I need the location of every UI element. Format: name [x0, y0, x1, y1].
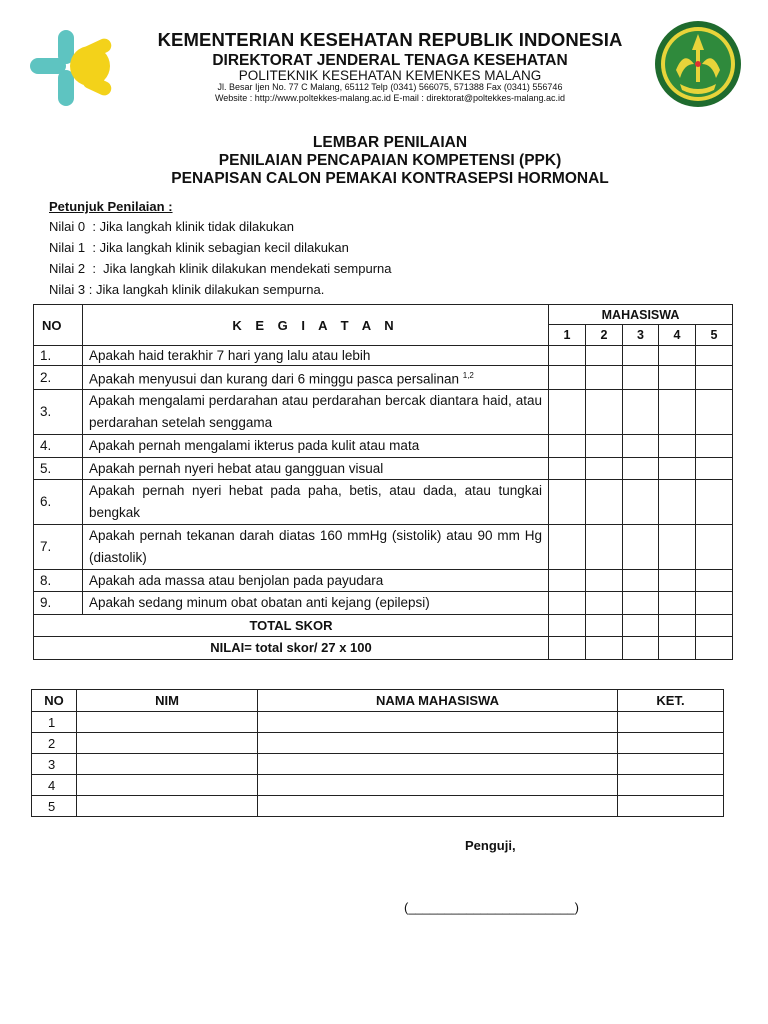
nama-cell[interactable]	[258, 775, 618, 796]
score-cell[interactable]	[659, 457, 696, 479]
total-cell[interactable]	[586, 614, 623, 636]
score-cell[interactable]	[659, 569, 696, 591]
student-number-header: 1	[549, 325, 586, 346]
row-number: 8.	[34, 569, 83, 591]
assessment-table	[33, 304, 733, 660]
score-cell[interactable]	[549, 457, 586, 479]
score-cell[interactable]	[623, 389, 659, 434]
row-number: 7.	[34, 524, 83, 569]
nilai-cell[interactable]	[659, 636, 696, 659]
row-question: Apakah haid terakhir 7 hari yang lalu atau lebih	[83, 346, 549, 366]
score-cell[interactable]	[696, 434, 733, 457]
row-number: 4.	[34, 434, 83, 457]
student-number-header: 4	[659, 325, 696, 346]
row-number: 3.	[34, 389, 83, 434]
student-row-number: 3	[32, 754, 77, 775]
score-cell[interactable]	[586, 479, 623, 524]
total-cell[interactable]	[623, 614, 659, 636]
examiner-label: Penguji,	[465, 838, 516, 853]
score-cell[interactable]	[549, 434, 586, 457]
total-cell[interactable]	[659, 614, 696, 636]
row-question: Apakah pernah nyeri hebat atau gangguan visual	[83, 457, 549, 479]
column-header-nama: NAMA MAHASISWA	[258, 690, 618, 712]
score-cell[interactable]	[549, 346, 586, 366]
row-question: Apakah mengalami perdarahan atau perdarahan bercak diantara haid, atau perdarahan setelah senggama	[83, 389, 549, 434]
nilai-row	[34, 636, 733, 659]
score-cell[interactable]	[659, 389, 696, 434]
poltekkes-seal-logo	[654, 20, 742, 108]
row-number: 2.	[34, 366, 83, 390]
row-question: Apakah pernah mengalami ikterus pada kulit atau mata	[83, 434, 549, 457]
nim-cell[interactable]	[77, 733, 258, 754]
ket-cell[interactable]	[618, 712, 724, 733]
score-cell[interactable]	[586, 389, 623, 434]
score-cell[interactable]	[586, 591, 623, 614]
form-title: LEMBAR PENILAIAN	[312, 134, 468, 151]
table-row	[34, 434, 733, 457]
student-row-number: 1	[32, 712, 77, 733]
score-cell[interactable]	[659, 366, 696, 390]
score-cell[interactable]	[696, 569, 733, 591]
row-question: Apakah ada massa atau benjolan pada payudara	[83, 569, 549, 591]
ket-cell[interactable]	[618, 754, 724, 775]
total-row	[34, 614, 733, 636]
row-question: Apakah pernah nyeri hebat pada paha, betis, atau dada, atau tungkai bengkak	[83, 479, 549, 524]
score-cell[interactable]	[549, 591, 586, 614]
column-header-ket: KET.	[618, 690, 724, 712]
table-row	[34, 346, 733, 366]
ket-cell[interactable]	[618, 796, 724, 817]
score-cell[interactable]	[623, 479, 659, 524]
score-cell[interactable]	[623, 434, 659, 457]
row-number: 9.	[34, 591, 83, 614]
score-cell[interactable]	[623, 591, 659, 614]
score-cell[interactable]	[549, 479, 586, 524]
nilai-formula-label: NILAI= total skor/ 27 x 100	[34, 636, 549, 659]
ket-cell[interactable]	[618, 775, 724, 796]
row-number: 6.	[34, 479, 83, 524]
row-question-text: Apakah menyusui dan kurang dari 6 minggu pasca persalinan	[89, 371, 463, 387]
nim-cell[interactable]	[77, 775, 258, 796]
score-cell[interactable]	[586, 569, 623, 591]
nim-cell[interactable]	[77, 712, 258, 733]
score-cell[interactable]	[586, 524, 623, 569]
column-header-no: NO	[34, 305, 83, 346]
column-header-no: NO	[32, 690, 77, 712]
nim-cell[interactable]	[77, 754, 258, 775]
table-row	[34, 457, 733, 479]
student-number-header: 3	[623, 325, 659, 346]
table-row	[32, 775, 724, 796]
instruction-item: Nilai 0 : Jika langkah klinik tidak dilakukan	[49, 219, 294, 234]
nama-cell[interactable]	[258, 796, 618, 817]
student-row-number: 5	[32, 796, 77, 817]
score-cell[interactable]	[696, 591, 733, 614]
score-cell[interactable]	[623, 366, 659, 390]
table-row	[34, 569, 733, 591]
score-cell[interactable]	[623, 569, 659, 591]
table-row	[32, 733, 724, 754]
institution-website: Website : http://www.poltekkes-malang.ac.id E-mail : direktorat@poltekkes-malang.ac.id	[214, 93, 566, 103]
score-cell[interactable]	[549, 389, 586, 434]
nama-cell[interactable]	[258, 733, 618, 754]
table-row	[34, 479, 733, 524]
student-row-number: 4	[32, 775, 77, 796]
score-cell[interactable]	[623, 346, 659, 366]
nilai-cell[interactable]	[586, 636, 623, 659]
student-table	[31, 689, 724, 817]
score-cell[interactable]	[696, 389, 733, 434]
score-cell[interactable]	[586, 366, 623, 390]
instructions-heading: Petunjuk Penilaian :	[49, 199, 173, 214]
student-number-header: 2	[586, 325, 623, 346]
table-row	[34, 366, 733, 390]
ket-cell[interactable]	[618, 733, 724, 754]
column-header-kegiatan: K E G I A T A N	[83, 305, 549, 346]
table-row	[32, 754, 724, 775]
table-row	[34, 591, 733, 614]
nama-cell[interactable]	[258, 712, 618, 733]
row-number: 5.	[34, 457, 83, 479]
nim-cell[interactable]	[77, 796, 258, 817]
score-cell[interactable]	[659, 346, 696, 366]
score-cell[interactable]	[549, 569, 586, 591]
score-cell[interactable]	[696, 524, 733, 569]
table-row	[34, 389, 733, 434]
instruction-item: Nilai 2 : Jika langkah klinik dilakukan mendekati sempurna	[49, 261, 392, 276]
kemenkes-logo	[28, 28, 122, 108]
form-subtitle: PENILAIAN PENCAPAIAN KOMPETENSI (PPK)	[218, 152, 562, 169]
row-question: Apakah sedang minum obat obatan anti kejang (epilepsi)	[83, 591, 549, 614]
row-question	[83, 366, 549, 390]
total-cell[interactable]	[696, 614, 733, 636]
table-row	[32, 796, 724, 817]
score-cell[interactable]	[696, 479, 733, 524]
score-cell[interactable]	[696, 457, 733, 479]
row-question: Apakah pernah tekanan darah diatas 160 mmHg (sistolik) atau 90 mm Hg (diastolik)	[83, 524, 549, 569]
table-row	[34, 524, 733, 569]
form-topic: PENAPISAN CALON PEMAKAI KONTRASEPSI HORMONAL	[171, 170, 609, 187]
instruction-item: Nilai 3 : Jika langkah klinik dilakukan sempurna.	[49, 282, 325, 297]
instruction-item: Nilai 1 : Jika langkah klinik sebagian kecil dilakukan	[49, 240, 349, 255]
footnote-reference: 1,2	[462, 371, 474, 380]
total-cell[interactable]	[549, 614, 586, 636]
score-cell[interactable]	[586, 346, 623, 366]
student-number-header: 5	[696, 325, 733, 346]
row-number: 1.	[34, 346, 83, 366]
score-cell[interactable]	[659, 434, 696, 457]
institution-name: POLITEKNIK KESEHATAN KEMENKES MALANG	[238, 68, 542, 83]
nilai-cell[interactable]	[696, 636, 733, 659]
column-header-mahasiswa: MAHASISWA	[549, 305, 733, 325]
directorate-name: DIREKTORAT JENDERAL TENAGA KESEHATAN	[212, 52, 568, 69]
score-cell[interactable]	[549, 366, 586, 390]
nilai-cell[interactable]	[623, 636, 659, 659]
signature-line[interactable]: (_______________________)	[404, 900, 579, 915]
institution-address: Jl. Besar Ijen No. 77 C Malang, 65112 Telp (0341) 566075, 571388 Fax (0341) 556746	[217, 82, 563, 92]
score-cell[interactable]	[623, 457, 659, 479]
score-cell[interactable]	[623, 524, 659, 569]
score-cell[interactable]	[659, 591, 696, 614]
score-cell[interactable]	[696, 366, 733, 390]
table-row	[32, 712, 724, 733]
nama-cell[interactable]	[258, 754, 618, 775]
score-cell[interactable]	[659, 524, 696, 569]
score-cell[interactable]	[659, 479, 696, 524]
nilai-cell[interactable]	[549, 636, 586, 659]
score-cell[interactable]	[696, 346, 733, 366]
total-score-label: TOTAL SKOR	[34, 614, 549, 636]
score-cell[interactable]	[549, 524, 586, 569]
student-row-number: 2	[32, 733, 77, 754]
score-cell[interactable]	[586, 434, 623, 457]
ministry-name: KEMENTERIAN KESEHATAN REPUBLIK INDONESIA	[157, 29, 623, 50]
column-header-nim: NIM	[77, 690, 258, 712]
score-cell[interactable]	[586, 457, 623, 479]
